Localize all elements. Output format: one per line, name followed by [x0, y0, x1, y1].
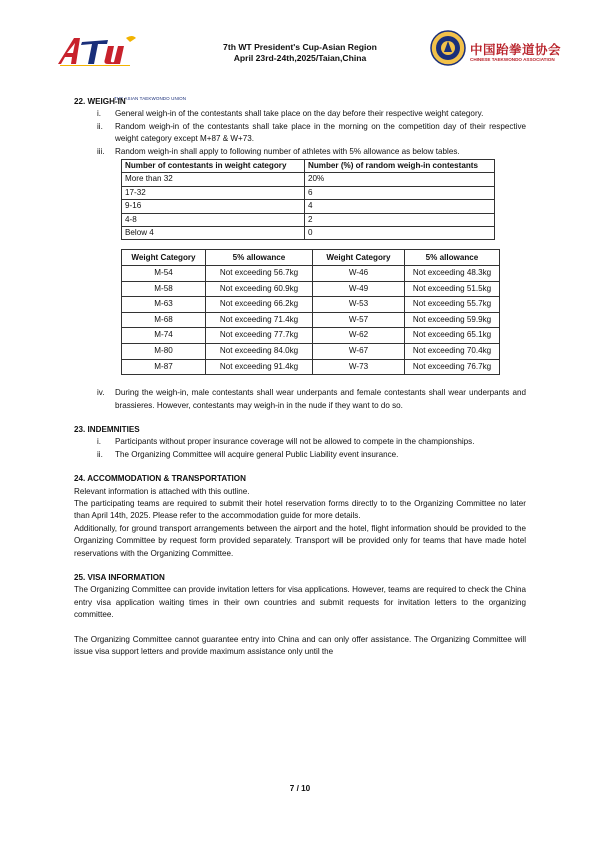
table-cell: W-67	[313, 344, 405, 360]
table-cell: M-58	[122, 281, 206, 297]
table-row	[122, 173, 495, 186]
table-cell: W-73	[313, 359, 405, 375]
table-header-cell: 5% allowance	[405, 250, 500, 266]
table-row	[122, 359, 500, 375]
table-row	[122, 328, 500, 344]
table-cell: Not exceeding 60.9kg	[206, 281, 313, 297]
event-title	[190, 42, 410, 64]
table-cell: Not exceeding 48.3kg	[405, 266, 500, 282]
table-cell: 4	[305, 200, 495, 213]
table-header-cell: 5% allowance	[206, 250, 313, 266]
indemnities-list	[74, 436, 526, 461]
table-cell: Not exceeding 71.4kg	[206, 312, 313, 328]
section-title-visa: 25. VISA INFORMATION	[74, 573, 165, 583]
table-cell: 17-32	[122, 186, 305, 199]
table-row	[122, 186, 495, 199]
table-cell: More than 32	[122, 173, 305, 186]
table-row	[122, 297, 500, 313]
cta-name-cn: 中国跆拳道协会	[470, 43, 562, 57]
random-weigh-in-table	[121, 159, 495, 240]
table-row	[122, 213, 495, 226]
list-item	[74, 449, 526, 461]
list-item	[74, 387, 526, 412]
table-cell: Not exceeding 59.9kg	[405, 312, 500, 328]
table-header-cell: Weight Category	[313, 250, 405, 266]
table-cell: W-62	[313, 328, 405, 344]
page-content	[74, 96, 526, 659]
table-cell: 20%	[305, 173, 495, 186]
list-text: Random weigh-in shall apply to following number of athletes with 5% allowance as below tables.	[115, 146, 460, 156]
page-header	[0, 0, 600, 101]
paragraph: The participating teams are required to submit their hotel reservation forms directly to to the Organizing Committee no later than April 14th, 2025. Please refer to the accommodation guide for more details.	[74, 499, 526, 521]
weigh-in-list-continued	[74, 387, 526, 412]
atu-logo	[56, 32, 187, 101]
table-cell: W-53	[313, 297, 405, 313]
table-cell: M-87	[122, 359, 206, 375]
table-row	[122, 200, 495, 213]
table-cell: Below 4	[122, 227, 305, 240]
list-text: Random weigh-in of the contestants shall take place in the morning on the competition day of their respective weight category except M+87 & W+73.	[115, 121, 526, 144]
table-cell: 6	[305, 186, 495, 199]
list-text: During the weigh-in, male contestants shall wear underpants and female contestants shall wear underpants and brassieres. However, contestants may weigh-in in the nude if they want to do so.	[115, 388, 526, 410]
table-header-cell: Number (%) of random weigh-in contestants	[305, 160, 495, 173]
table-cell: Not exceeding 66.2kg	[206, 297, 313, 313]
list-text: The Organizing Committee will acquire general Public Liability event insurance.	[115, 449, 399, 459]
page-number: 7 / 10	[289, 784, 311, 793]
table-cell: Not exceeding 56.7kg	[206, 266, 313, 282]
list-number: ii.	[97, 449, 103, 459]
list-number: ii.	[97, 121, 103, 131]
atu-logo-caption: THE ASIAN TAEKWONDO UNION	[114, 96, 187, 101]
table-cell: M-68	[122, 312, 206, 328]
table-cell: M-80	[122, 344, 206, 360]
table-header-row	[122, 250, 500, 266]
table-cell: W-57	[313, 312, 405, 328]
table-cell: Not exceeding 70.4kg	[405, 344, 500, 360]
table-cell: Not exceeding 55.7kg	[405, 297, 500, 313]
table-cell: M-74	[122, 328, 206, 344]
paragraph: Relevant information is attached with this outline.	[74, 486, 250, 496]
table-cell: 0	[305, 227, 495, 240]
event-title-line2: April 23rd-24th,2025/Taian,China	[233, 53, 367, 63]
table-row	[122, 227, 495, 240]
table-cell: M-54	[122, 266, 206, 282]
paragraph: The Organizing Committee cannot guarantee entry into China and can only offer assistance. The Organizing Committee will issue visa support letters and provide maximum assistance only until the	[74, 634, 526, 657]
table-row	[122, 266, 500, 282]
table-row	[122, 312, 500, 328]
table-header-cell: Number of contestants in weight category	[122, 160, 305, 173]
table-cell: Not exceeding 91.4kg	[206, 359, 313, 375]
weigh-in-list	[74, 108, 526, 158]
list-item	[74, 436, 526, 448]
section-title-indemnities: 23. INDEMNITIES	[74, 425, 140, 435]
list-text: Participants without proper insurance coverage will not be allowed to compete in the championships.	[115, 437, 475, 447]
table-cell: W-49	[313, 281, 405, 297]
table-cell: Not exceeding 51.5kg	[405, 281, 500, 297]
list-number: i.	[97, 437, 102, 447]
table-cell: Not exceeding 84.0kg	[206, 344, 313, 360]
table-row	[122, 344, 500, 360]
cta-name-en: CHINESE TAEKWONDO ASSOCIATION	[470, 57, 555, 62]
paragraph: The Organizing Committee can provide invitation letters for visa applications. However, teams are required to check the China entry visa application waiting times in their own countries and submit requests for invitation letters to the organizing committee.	[74, 585, 526, 620]
table-cell: 9-16	[122, 200, 305, 213]
table-cell: W-46	[313, 266, 405, 282]
list-item	[74, 108, 526, 120]
section-title-accommodation: 24. ACCOMMODATION & TRANSPORTATION	[74, 474, 246, 484]
table-row	[122, 281, 500, 297]
table-cell: M-63	[122, 297, 206, 313]
table-cell: 4-8	[122, 213, 305, 226]
allowance-table	[121, 249, 500, 375]
table-cell: Not exceeding 76.7kg	[405, 359, 500, 375]
table-cell: 2	[305, 213, 495, 226]
table-cell: Not exceeding 77.7kg	[206, 328, 313, 344]
list-number: i.	[97, 109, 102, 119]
table-header-cell: Weight Category	[122, 250, 206, 266]
table-header-row	[122, 160, 495, 173]
list-item	[74, 121, 526, 146]
atu-logo-icon	[56, 32, 156, 66]
event-title-line1: 7th WT President's Cup-Asian Region	[223, 42, 377, 52]
section-title-weigh-in: 22. WEIGH-IN	[74, 97, 126, 106]
cta-seal-icon	[430, 30, 466, 66]
table-cell: Not exceeding 65.1kg	[405, 328, 500, 344]
list-item	[74, 146, 526, 158]
paragraph: Additionally, for ground transport arrangements between the airport and the hotel, flight information should be provided to the Organizing Committee by request form provided separately. Transport will be provided only for teams that have made hotel reservations with the Organizing Committee.	[74, 523, 526, 558]
list-number: iii.	[97, 146, 105, 156]
list-text: General weigh-in of the contestants shall take place on the day before their respective weight category.	[115, 109, 484, 119]
list-number: iv.	[97, 388, 105, 398]
